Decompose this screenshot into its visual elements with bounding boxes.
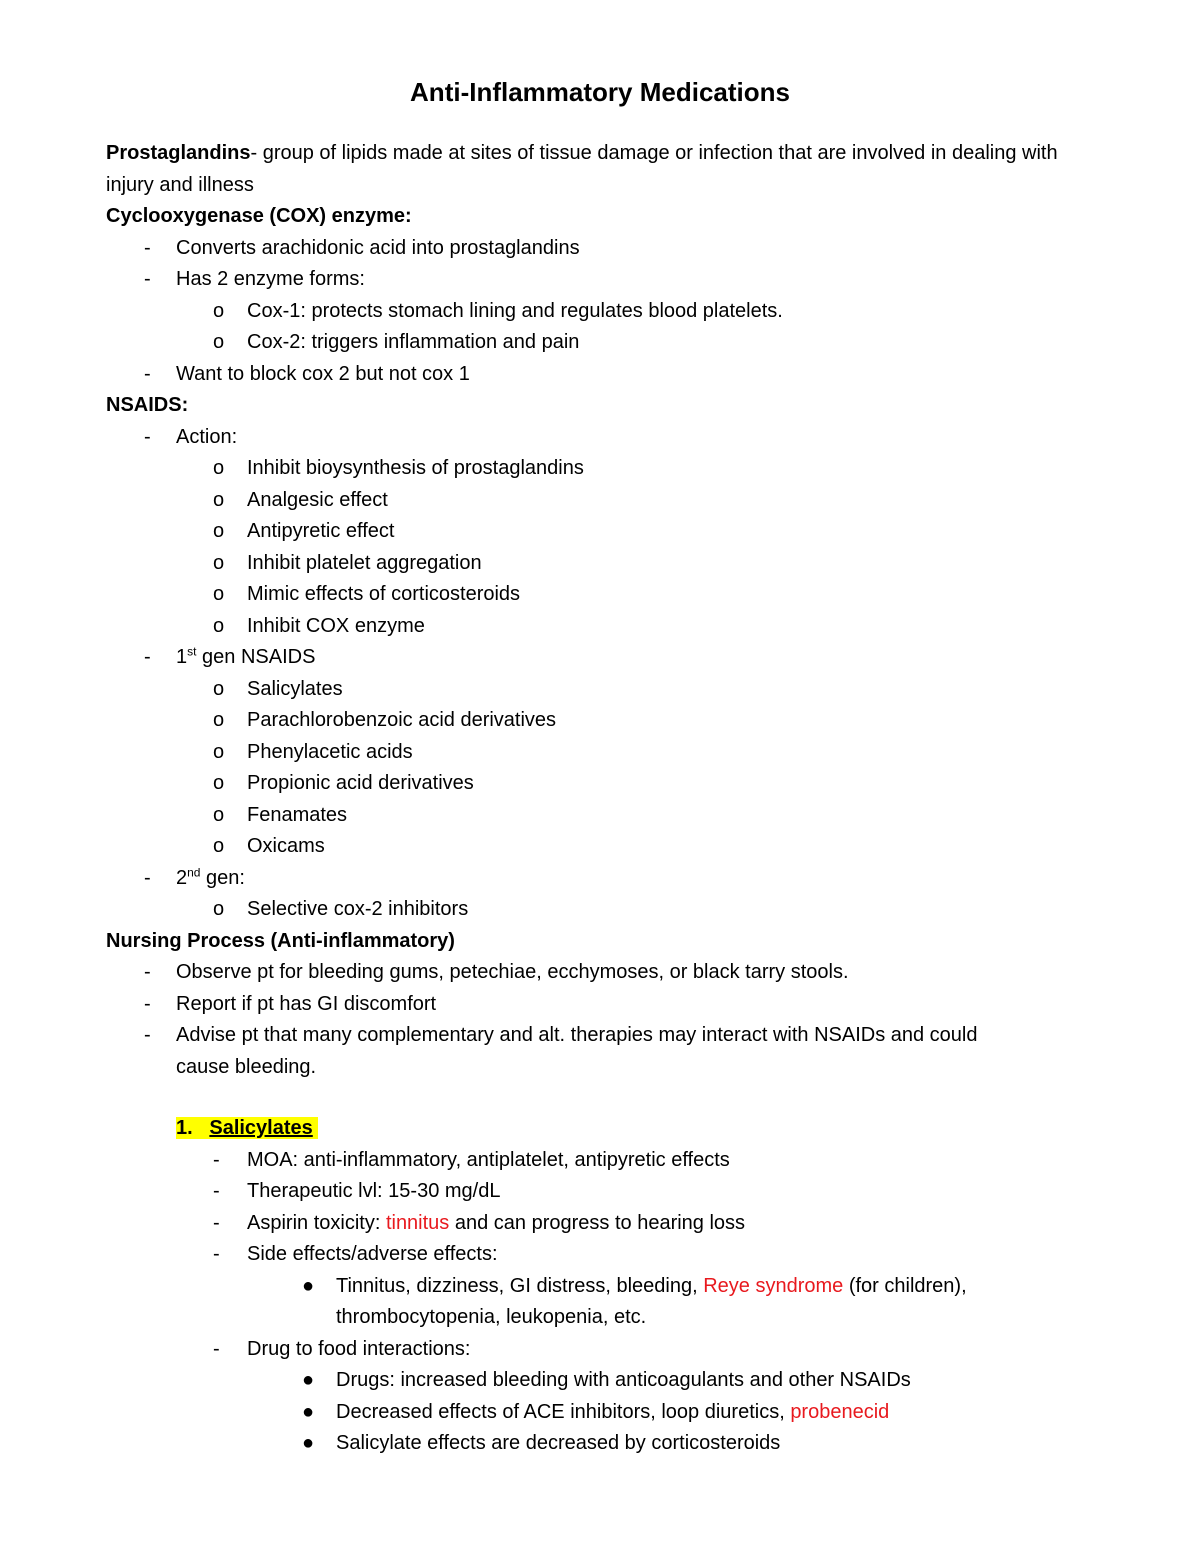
bullet-marker: ●	[302, 1274, 315, 1297]
dash-marker: -	[213, 1148, 220, 1171]
list-item: ● Drugs: increased bleeding with anticoagulants and other NSAIDs	[106, 1365, 1106, 1397]
circle-marker: o	[213, 772, 225, 794]
list-item: ● Tinnitus, dizziness, GI distress, bleeding, Reye syndrome (for children),	[106, 1271, 1106, 1303]
dash-marker: -	[144, 362, 151, 385]
list-item: - Converts arachidonic acid into prostaglandins	[106, 233, 1106, 265]
list-item: - MOA: anti-inflammatory, antiplatelet, antipyretic effects	[106, 1145, 1106, 1177]
list-item: o Propionic acid derivatives	[106, 768, 1106, 800]
list-item: - 2nd gen:	[106, 863, 1106, 895]
list-item: - Drug to food interactions:	[106, 1334, 1106, 1366]
circle-marker: o	[213, 677, 225, 700]
dash-marker: -	[213, 1243, 220, 1265]
list-item: - Observe pt for bleeding gums, petechiae, ecchymoses, or black tarry stools.	[106, 957, 1106, 989]
cox-heading: Cyclooxygenase (COX) enzyme:	[106, 205, 412, 227]
dash-marker: -	[213, 1211, 220, 1234]
circle-marker: o	[213, 614, 225, 637]
list-item: - Advise pt that many complementary and alt. therapies may interact with NSAIDs and could	[106, 1020, 1106, 1052]
section-heading-salicylates	[106, 1113, 1106, 1145]
list-item: - Report if pt has GI discomfort	[106, 989, 1106, 1021]
list-item: o Fenamates	[106, 800, 1106, 832]
circle-marker: o	[213, 583, 225, 605]
document-body	[106, 138, 1106, 1460]
dash-marker: -	[144, 646, 151, 668]
list-item: o Parachlorobenzoic acid derivatives	[106, 705, 1106, 737]
circle-marker: o	[213, 299, 225, 322]
bullet-marker: ●	[302, 1400, 315, 1423]
list-item-continuation: cause bleeding.	[176, 1055, 317, 1078]
circle-marker: o	[213, 520, 225, 542]
circle-marker: o	[213, 457, 225, 479]
list-item: ● Decreased effects of ACE inhibitors, loop diuretics, probenecid	[106, 1397, 1106, 1429]
list-item: o Analgesic effect	[106, 485, 1106, 517]
list-item: o Inhibit bioysynthesis of prostaglandins	[106, 453, 1106, 485]
list-item: o Inhibit platelet aggregation	[106, 548, 1106, 580]
circle-marker: o	[213, 551, 225, 574]
list-item-continuation: thrombocytopenia, leukopenia, etc.	[336, 1306, 647, 1328]
list-item: - Side effects/adverse effects:	[106, 1239, 1106, 1271]
list-item: o Phenylacetic acids	[106, 737, 1106, 769]
list-item: o Salicylates	[106, 674, 1106, 706]
dash-marker: -	[213, 1180, 220, 1202]
list-item: o Selective cox-2 inhibitors	[106, 894, 1106, 926]
list-item: o Cox-1: protects stomach lining and regulates blood platelets.	[106, 296, 1106, 328]
page-title: Anti-Inflammatory Medications	[410, 77, 790, 107]
bullet-marker: ●	[302, 1369, 315, 1391]
list-item: - Want to block cox 2 but not cox 1	[106, 359, 1106, 391]
circle-marker: o	[213, 740, 225, 763]
prostaglandins-term: Prostaglandins	[106, 142, 251, 164]
nursing-heading: Nursing Process (Anti-inflammatory)	[106, 929, 455, 952]
dash-marker: -	[144, 961, 151, 983]
circle-marker: o	[213, 835, 225, 857]
dash-marker: -	[144, 268, 151, 290]
circle-marker: o	[213, 331, 225, 353]
spacer	[106, 1083, 1106, 1113]
list-item: o Cox-2: triggers inflammation and pain	[106, 327, 1106, 359]
dash-marker: -	[144, 992, 151, 1015]
dash-marker: -	[144, 1024, 151, 1046]
bullet-marker: ●	[302, 1432, 315, 1454]
dash-marker: -	[144, 425, 151, 448]
list-item: - Aspirin toxicity: tinnitus and can progress to hearing loss	[106, 1208, 1106, 1240]
circle-marker: o	[213, 898, 225, 920]
prostaglandins-definition	[106, 138, 1096, 201]
list-item: - 1st gen NSAIDS	[106, 642, 1106, 674]
list-item: o Mimic effects of corticosteroids	[106, 579, 1106, 611]
list-item: o Antipyretic effect	[106, 516, 1106, 548]
dash-marker: -	[213, 1337, 220, 1360]
list-item: o Oxicams	[106, 831, 1106, 863]
nsaids-heading: NSAIDS:	[106, 394, 189, 416]
highlighted-heading: 1. Salicylates	[176, 1117, 318, 1139]
list-item: - Has 2 enzyme forms:	[106, 264, 1106, 296]
circle-marker: o	[213, 709, 225, 731]
dash-marker: -	[144, 236, 151, 259]
circle-marker: o	[213, 803, 225, 826]
dash-marker: -	[144, 866, 151, 889]
list-item: o Inhibit COX enzyme	[106, 611, 1106, 643]
circle-marker: o	[213, 488, 225, 511]
list-item: ● Salicylate effects are decreased by corticosteroids	[106, 1428, 1106, 1460]
prostaglandins-text: - group of lipids made at sites of tissue damage or infection that are involved in dealing with injury and illness	[106, 142, 1058, 196]
list-item: - Action:	[106, 422, 1106, 454]
list-item: - Therapeutic lvl: 15-30 mg/dL	[106, 1176, 1106, 1208]
